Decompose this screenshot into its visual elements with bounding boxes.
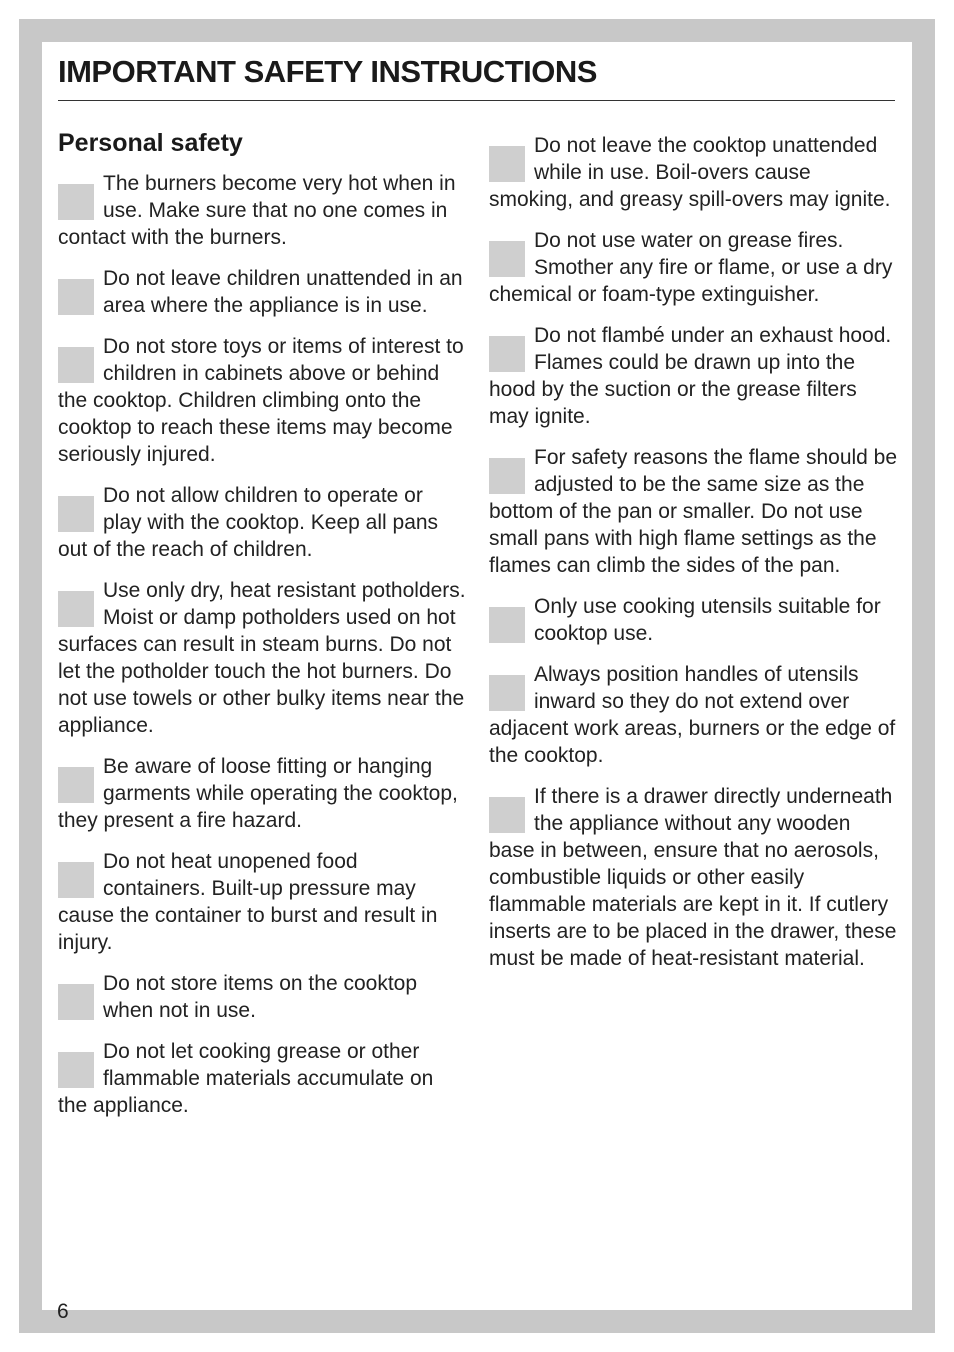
bullet-square-icon: [58, 767, 94, 803]
left-column: [58, 128, 466, 1133]
bullet-square-icon: [58, 496, 94, 532]
instruction-text: Do not leave children unattended in an area where the appliance is in use.: [103, 267, 463, 317]
instruction-item: [489, 132, 899, 213]
bullet-square-icon: [58, 984, 94, 1020]
instruction-item: [489, 227, 899, 308]
instruction-item: [489, 322, 899, 430]
instruction-text: If there is a drawer directly underneath the appliance without any wooden base in between, ensure that no aerosols, combustible liquids or other easily flammable materials are kept in it. If cutlery inserts are to be placed in the drawer, these must be made of heat-resistant material.: [489, 785, 897, 970]
bullet-square-icon: [489, 797, 525, 833]
instruction-text: Only use cooking utensils suitable for cooktop use.: [534, 595, 881, 645]
instruction-text: Do not leave the cooktop unattended while in use. Boil-overs cause smoking, and greasy spill-overs may ignite.: [489, 134, 891, 211]
page-number: 6: [57, 1300, 69, 1323]
bullet-square-icon: [58, 862, 94, 898]
instruction-text: Do not heat unopened food containers. Built-up pressure may cause the container to burst and result in injury.: [58, 850, 438, 954]
instruction-text: Do not store toys or items of interest to children in cabinets above or behind the cooktop. Children climbing onto the cooktop to reach these items may become seriously injured.: [58, 335, 464, 466]
instruction-text: Use only dry, heat resistant potholders. Moist or damp potholders used on hot surfaces can result in steam burns. Do not let the potholder touch the hot burners. Do not use towels or other bulky items near the appliance.: [58, 579, 466, 737]
page-title: IMPORTANT SAFETY INSTRUCTIONS: [58, 54, 597, 89]
left-instruction-list: [58, 170, 466, 1119]
bullet-square-icon: [489, 241, 525, 277]
right-column: [489, 132, 899, 986]
section-heading: Personal safety: [58, 129, 243, 157]
instruction-item: [489, 783, 899, 972]
bullet-square-icon: [58, 279, 94, 315]
instruction-item: [58, 333, 466, 468]
instruction-item: [58, 753, 466, 834]
instruction-item: [489, 593, 899, 647]
bullet-square-icon: [489, 146, 525, 182]
instruction-text: For safety reasons the flame should be adjusted to be the same size as the bottom of the pan or smaller. Do not use small pans with high flame settings as the flames can climb the sides of the pan.: [489, 446, 898, 577]
page: [42, 42, 912, 1310]
instruction-text: Always position handles of utensils inward so they do not extend over adjacent work areas, burners or the edge of the cooktop.: [489, 663, 896, 767]
bullet-square-icon: [489, 458, 525, 494]
bullet-square-icon: [58, 184, 94, 220]
instruction-text: Do not use water on grease fires. Smother any fire or flame, or use a dry chemical or foam-type extinguisher.: [489, 229, 893, 306]
instruction-item: [489, 444, 899, 579]
instruction-text: The burners become very hot when in use. Make sure that no one comes in contact with the burners.: [58, 172, 456, 249]
instruction-item: [58, 970, 466, 1024]
bullet-square-icon: [489, 336, 525, 372]
instruction-text: Be aware of loose fitting or hanging garments while operating the cooktop, they present a fire hazard.: [58, 755, 458, 832]
bullet-square-icon: [58, 347, 94, 383]
instruction-text: Do not store items on the cooktop when not in use.: [103, 972, 418, 1022]
bullet-square-icon: [58, 1052, 94, 1088]
instruction-item: [58, 577, 466, 739]
right-instruction-list: [489, 132, 899, 972]
instruction-item: [58, 265, 466, 319]
instruction-item: [58, 1038, 466, 1119]
instruction-text: Do not let cooking grease or other flammable materials accumulate on the appliance.: [58, 1040, 434, 1117]
bullet-square-icon: [489, 675, 525, 711]
instruction-item: [58, 482, 466, 563]
instruction-item: [58, 848, 466, 956]
instruction-text: Do not allow children to operate or play with the cooktop. Keep all pans out of the reach of children.: [58, 484, 439, 561]
instruction-text: Do not flambé under an exhaust hood. Flames could be drawn up into the hood by the suction or the grease filters may ignite.: [489, 324, 892, 428]
instruction-item: [489, 661, 899, 769]
title-divider: [58, 100, 895, 101]
bullet-square-icon: [58, 591, 94, 627]
bullet-square-icon: [489, 607, 525, 643]
instruction-item: [58, 170, 466, 251]
